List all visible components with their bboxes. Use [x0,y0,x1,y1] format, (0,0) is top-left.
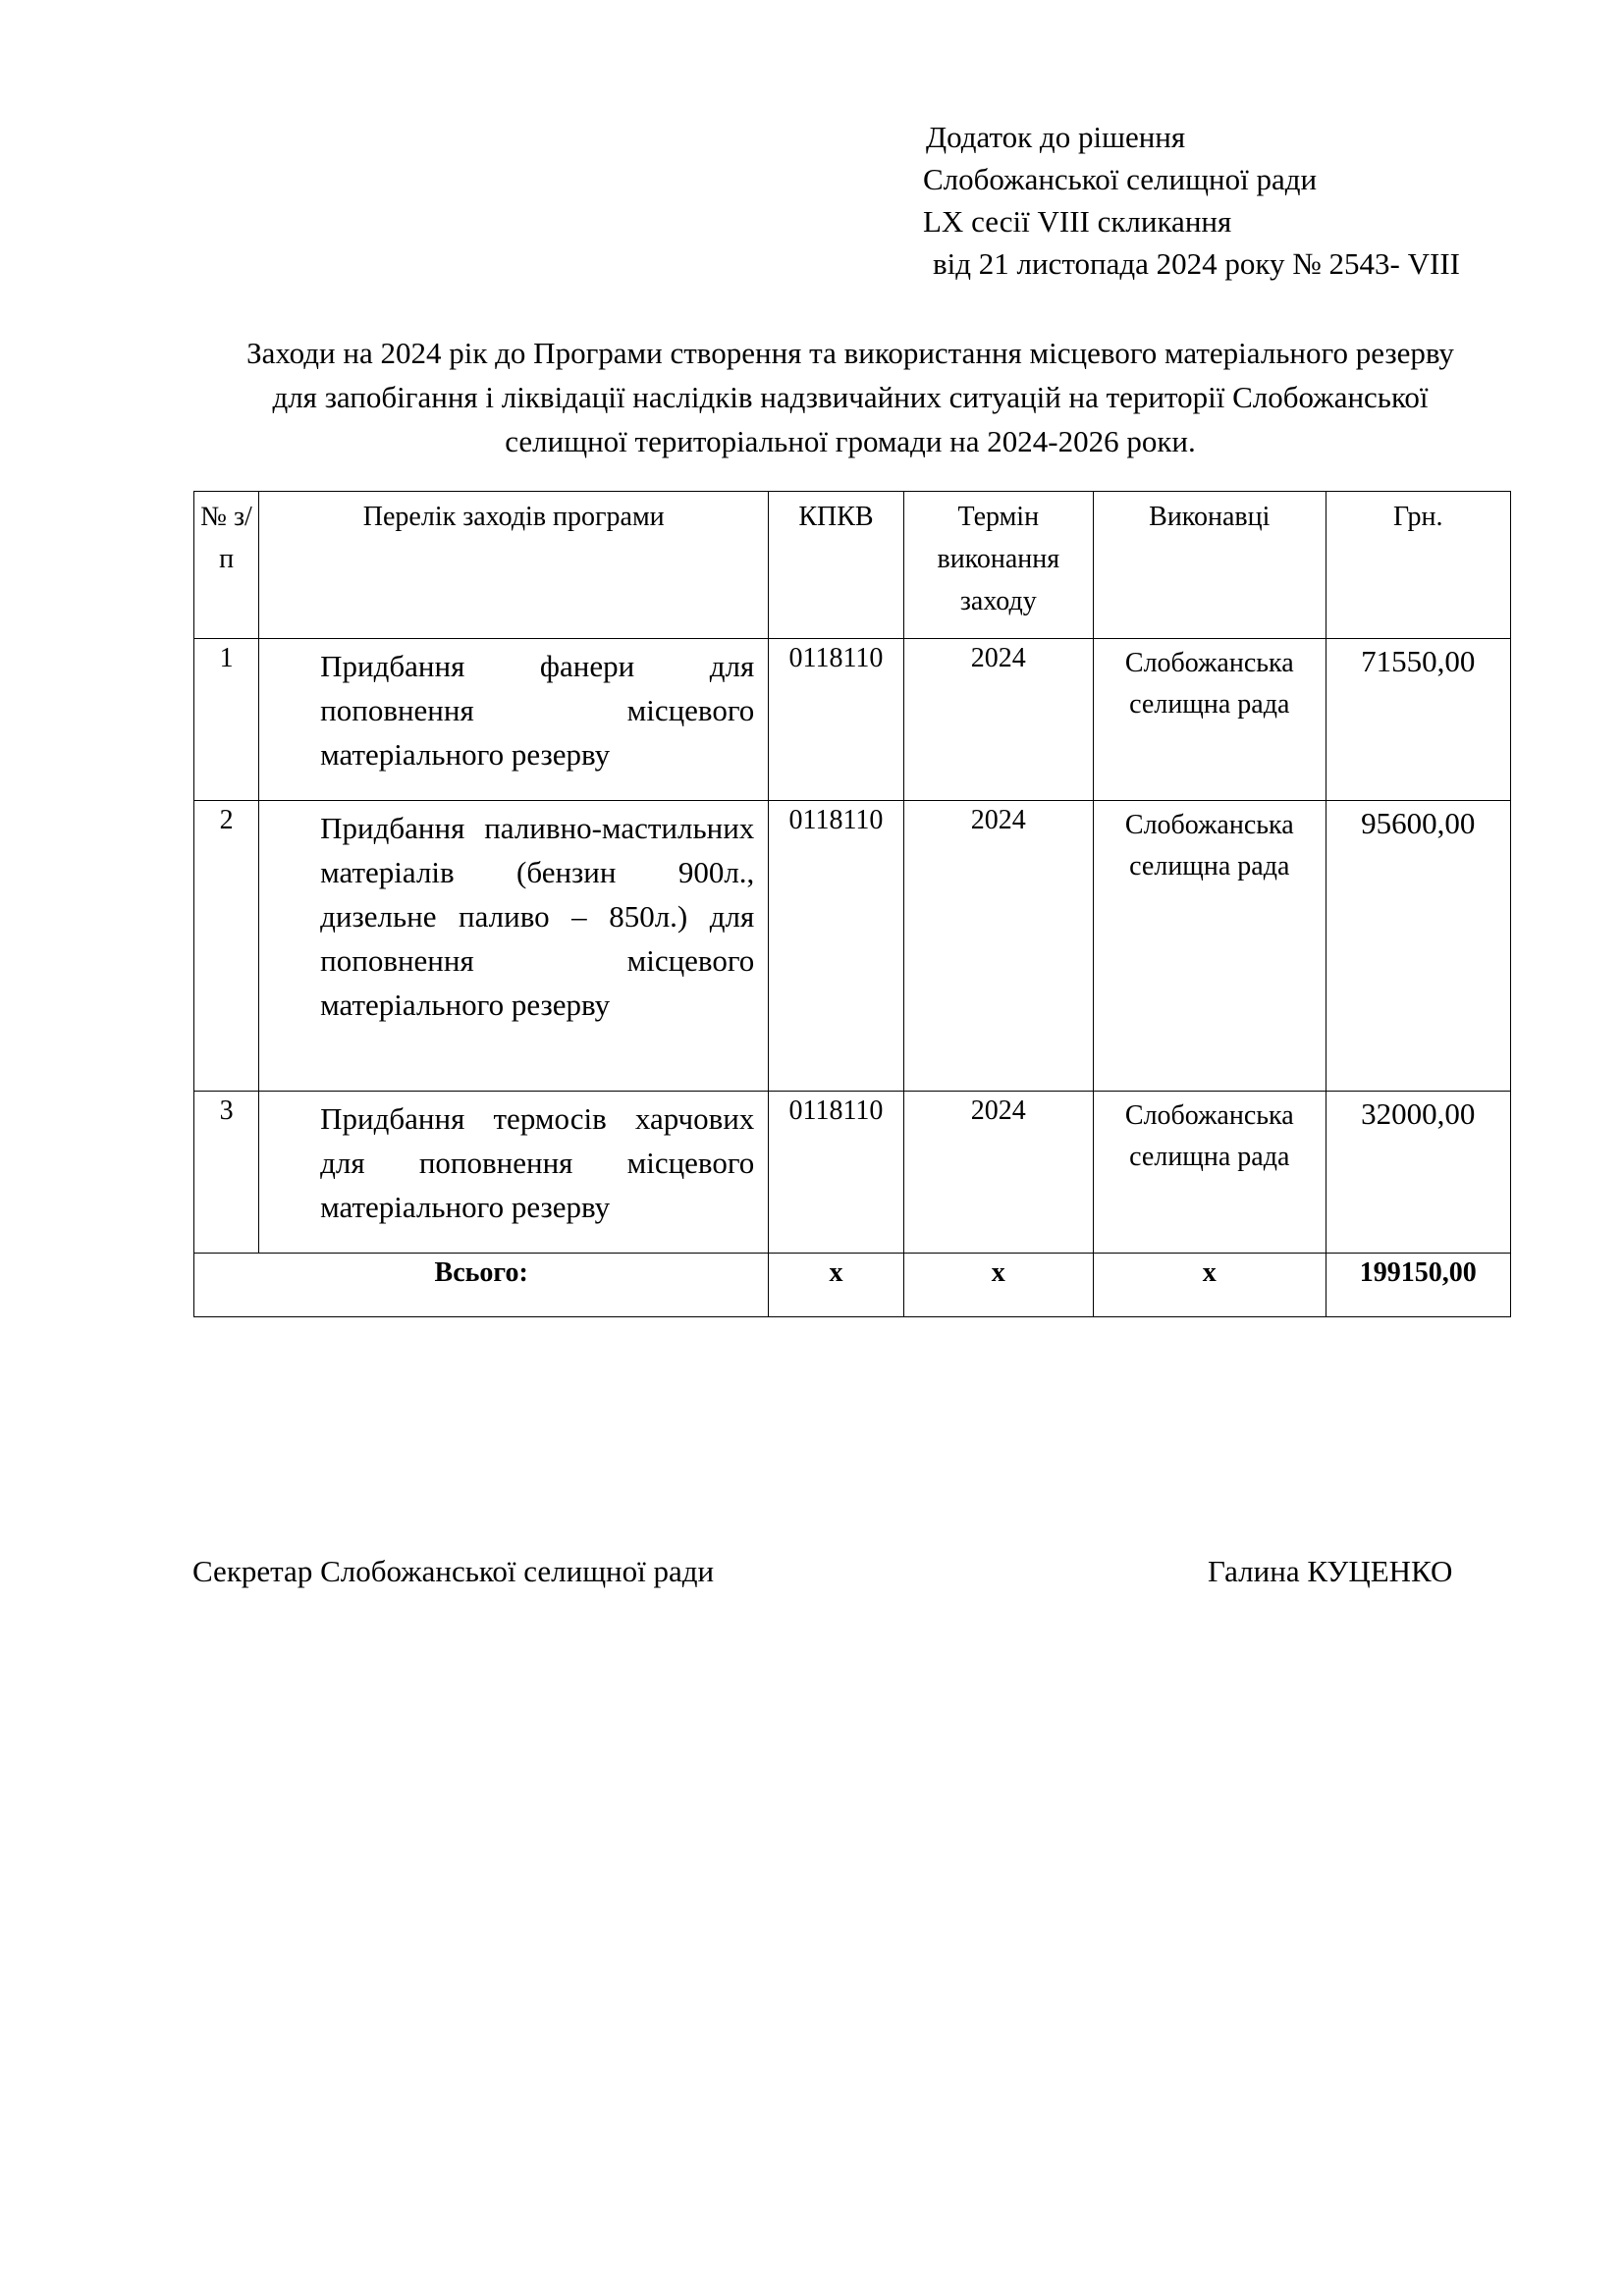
appendix-line-2: Слобожанської селищної ради [923,162,1318,196]
signatory-name: Галина КУЦЕНКО [1208,1554,1453,1588]
header-sum: Грн. [1326,492,1510,639]
appendix-line-4: від 21 листопада 2024 року № 2543- VIII [933,246,1460,281]
row-name: Придбання фанери для поповнення місцевого матеріального резерву [259,639,769,801]
row-name: Придбання паливно-мастильних матеріалів (бензин 900л., дизельне паливо – 850л.) для поповнення місцевого матеріального резерву [259,801,769,1092]
header-executor: Виконавці [1094,492,1326,639]
header-term: Термін виконання заходу [903,492,1093,639]
total-kpkv: х [769,1254,903,1317]
appendix-line-1: Додаток до рішення [926,120,1186,154]
total-term: х [903,1254,1093,1317]
title-line-3: селищної територіальної громади на 2024-2026 роки. [505,424,1196,458]
appendix-line-3: LX сесії VIII скликання [923,204,1232,239]
row-name: Придбання термосів харчових для поповнення місцевого матеріального резерву [259,1092,769,1254]
row-num: 3 [194,1092,259,1254]
row-executor: Слобожанська селищна рада [1094,1092,1326,1254]
document-title [192,331,1508,463]
title-line-1: Заходи на 2024 рік до Програми створення та використання місцевого матеріального резерву [246,336,1454,370]
header-kpkv: КПКВ [769,492,903,639]
row-sum: 71550,00 [1326,639,1510,801]
row-term: 2024 [903,1092,1093,1254]
row-kpkv: 0118110 [769,1092,903,1254]
signatory-position: Секретар Слобожанської селищної ради [192,1554,715,1588]
table-total-row [194,1254,1511,1317]
row-kpkv: 0118110 [769,801,903,1092]
measures-table [193,491,1511,1317]
header-name: Перелік заходів програми [259,492,769,639]
table-header-row [194,492,1511,639]
total-executor: х [1094,1254,1326,1317]
row-executor: Слобожанська селищна рада [1094,801,1326,1092]
row-term: 2024 [903,801,1093,1092]
title-line-2: для запобігання і ліквідації наслідків надзвичайних ситуацій на території Слобожанської [272,380,1429,414]
row-num: 1 [194,639,259,801]
appendix-header [923,116,1460,285]
row-term: 2024 [903,639,1093,801]
total-label: Всього: [194,1254,769,1317]
table-row [194,639,1511,801]
row-num: 2 [194,801,259,1092]
row-executor: Слобожанська селищна рада [1094,639,1326,801]
row-sum: 95600,00 [1326,801,1510,1092]
total-sum: 199150,00 [1326,1254,1510,1317]
row-sum: 32000,00 [1326,1092,1510,1254]
row-kpkv: 0118110 [769,639,903,801]
table-row [194,1092,1511,1254]
table-row [194,801,1511,1092]
header-num: № з/п [194,492,259,639]
